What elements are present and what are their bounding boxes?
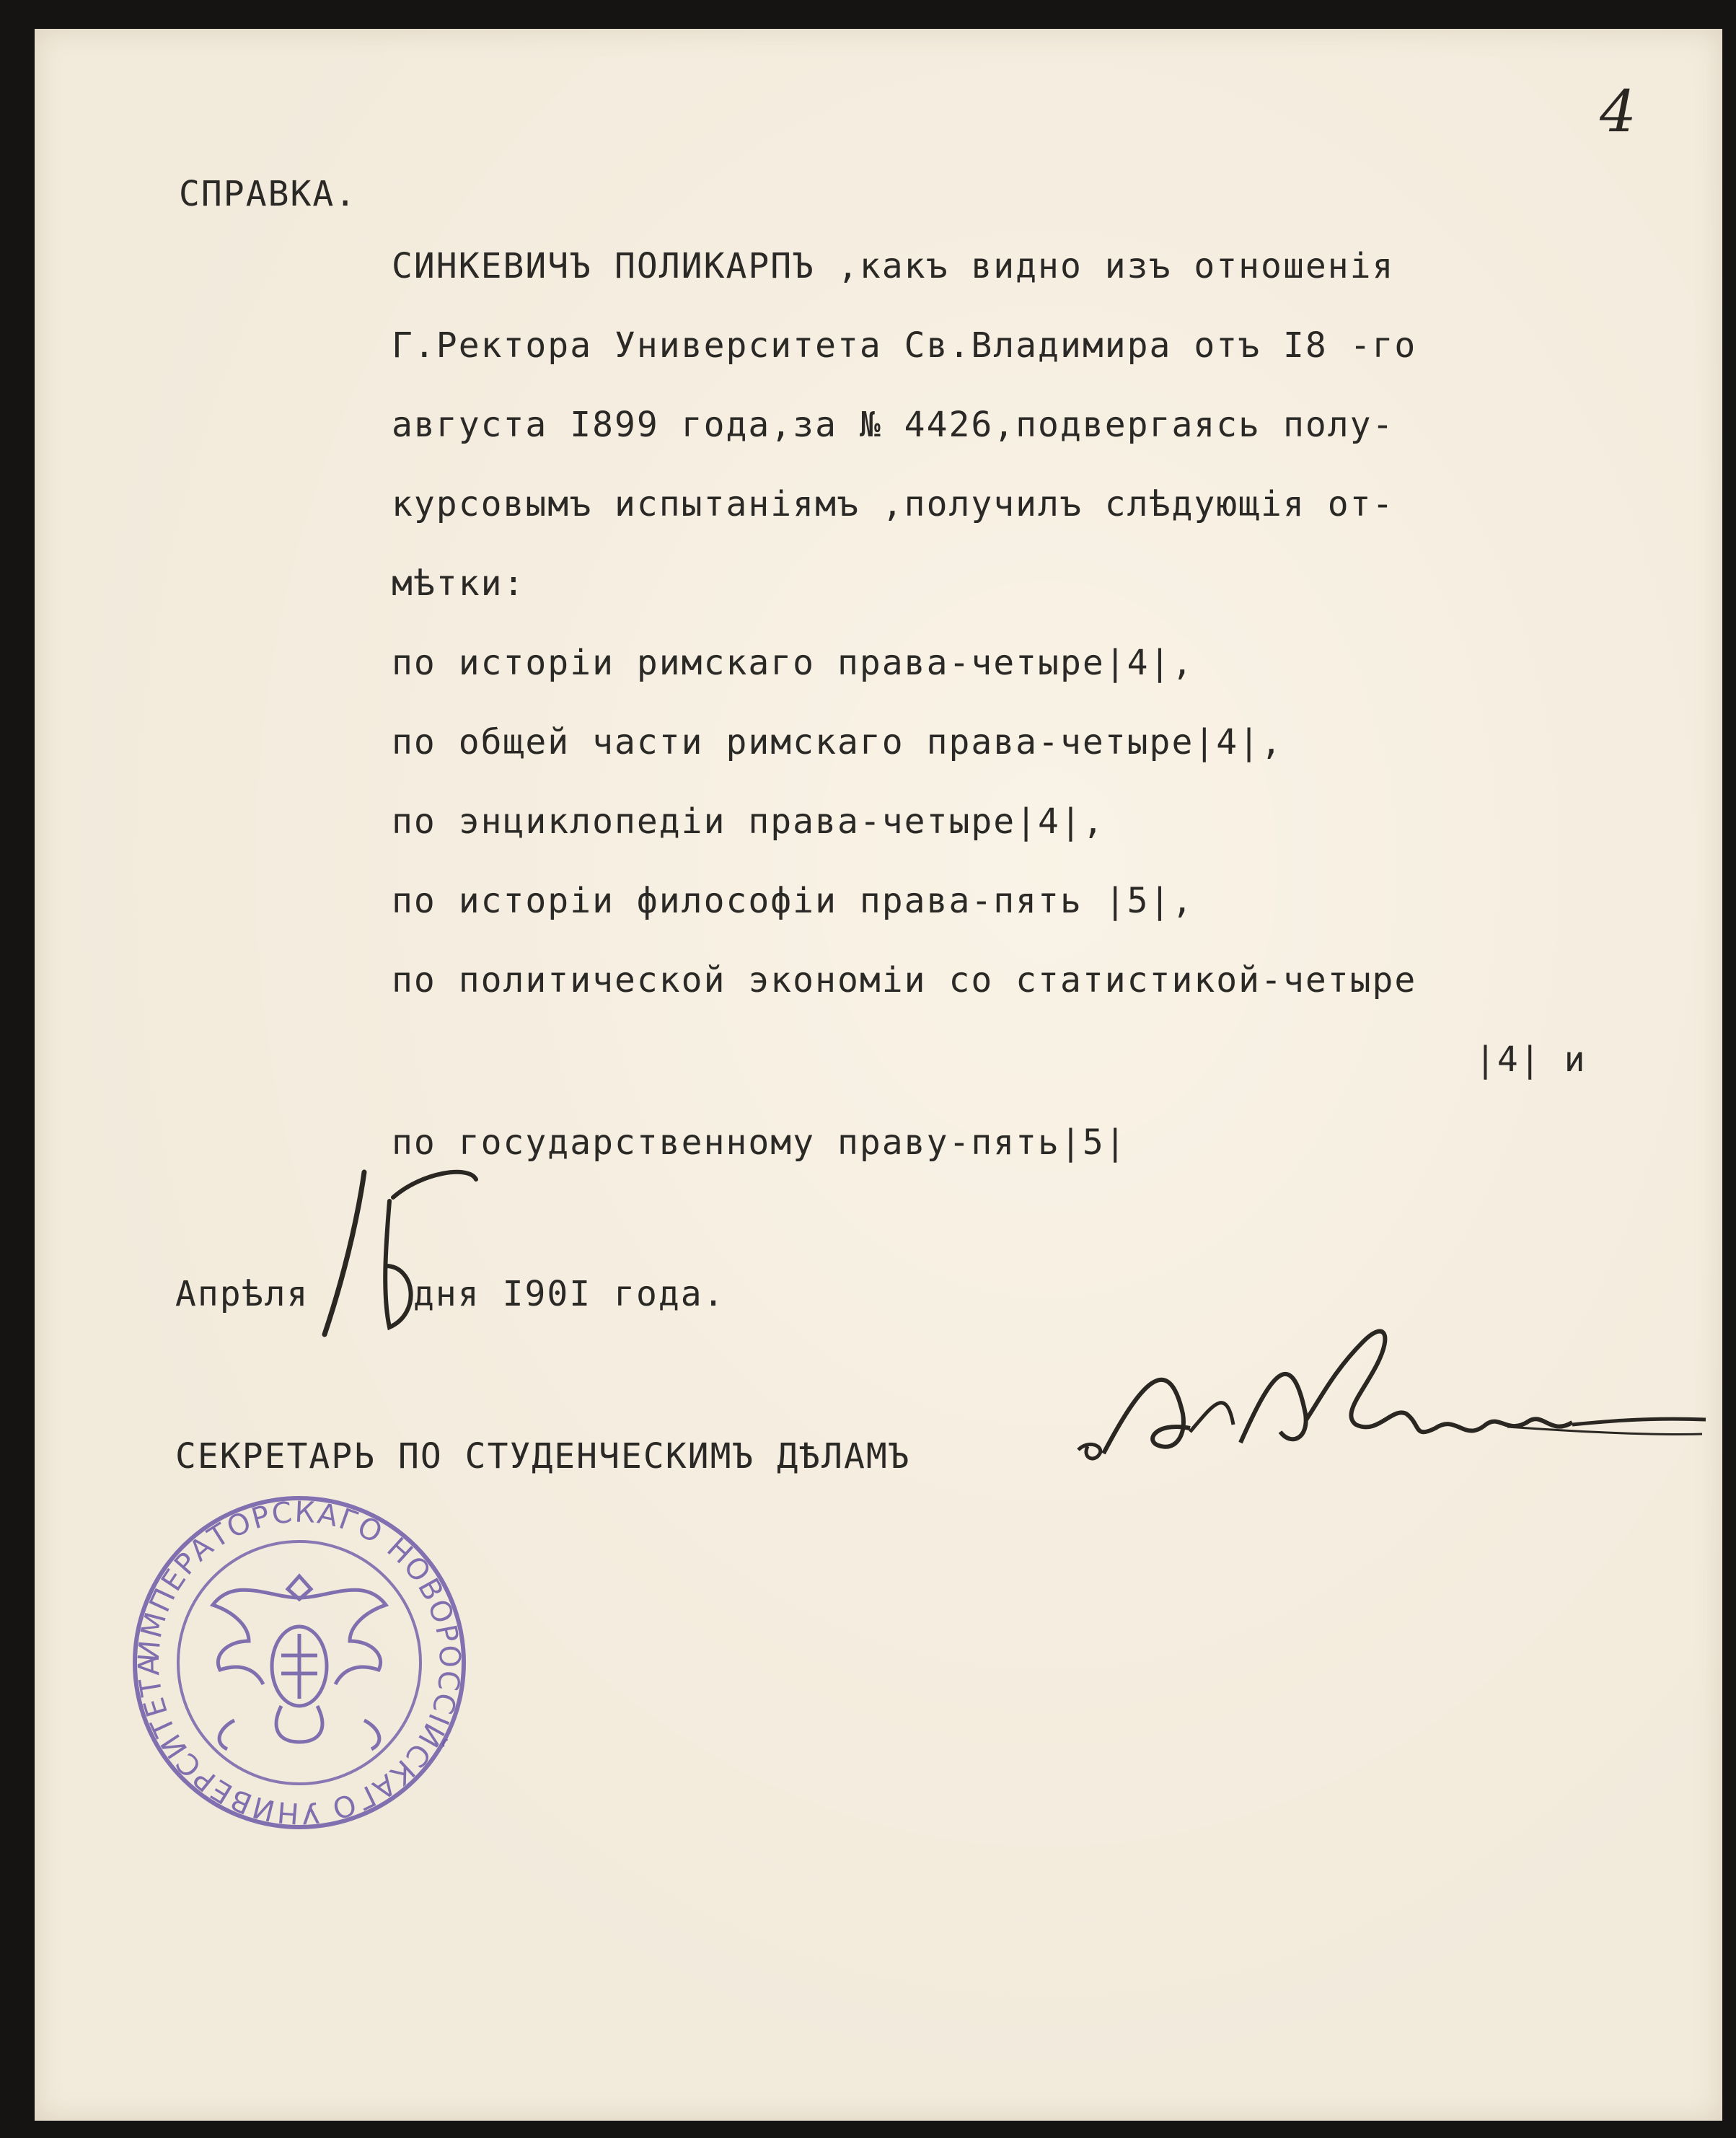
date-month: Апрѣля	[175, 1274, 309, 1314]
body-line: курсовымъ испытаніямъ ,получилъ слѣдующія от-	[392, 484, 1395, 524]
body-line: Г.Ректора Университета Св.Владимира отъ I8 -го	[392, 325, 1417, 366]
body-line: мѣтки:	[392, 563, 526, 604]
grade-line: по энциклопедіи права-четыре|4|,	[392, 801, 1105, 842]
grade-line: по исторіи римскаго права-четыре|4|,	[392, 643, 1194, 683]
grade-line: по исторіи философіи права-пять |5|,	[392, 881, 1194, 921]
grade-line: по государственному праву-пять|5|	[392, 1122, 1127, 1163]
secretary-label: СЕКРЕТАРЬ ПО СТУДЕНЧЕСКИМЪ ДѢЛАМЪ	[175, 1436, 911, 1477]
signature	[1075, 1298, 1709, 1486]
document-title: СПРАВКА.	[179, 174, 358, 214]
handwritten-day-mark	[314, 1158, 487, 1345]
stamp-text: ИМПЕРАТОРСКАГО НОВОРОССІЙСКАГО УНИВЕРСИТЕТА	[132, 1495, 467, 1830]
page-number: 4	[1600, 78, 1636, 145]
grade-line: |4| и	[1475, 1039, 1587, 1080]
eagle-emblem-icon	[213, 1576, 386, 1749]
grade-line: по общей части римскаго права-четыре|4|,	[392, 722, 1283, 762]
body-line: СИНКЕВИЧЪ ПОЛИКАРПЪ ,какъ видно изъ отношенія	[392, 246, 1395, 286]
university-seal-stamp	[126, 1490, 472, 1836]
date-rest: дня I90I года.	[413, 1274, 726, 1314]
body-line: августа I899 года,за № 4426,подвергаясь полу-	[392, 405, 1395, 445]
grade-line: по политической экономіи со статистикой-четыре	[392, 960, 1417, 1000]
